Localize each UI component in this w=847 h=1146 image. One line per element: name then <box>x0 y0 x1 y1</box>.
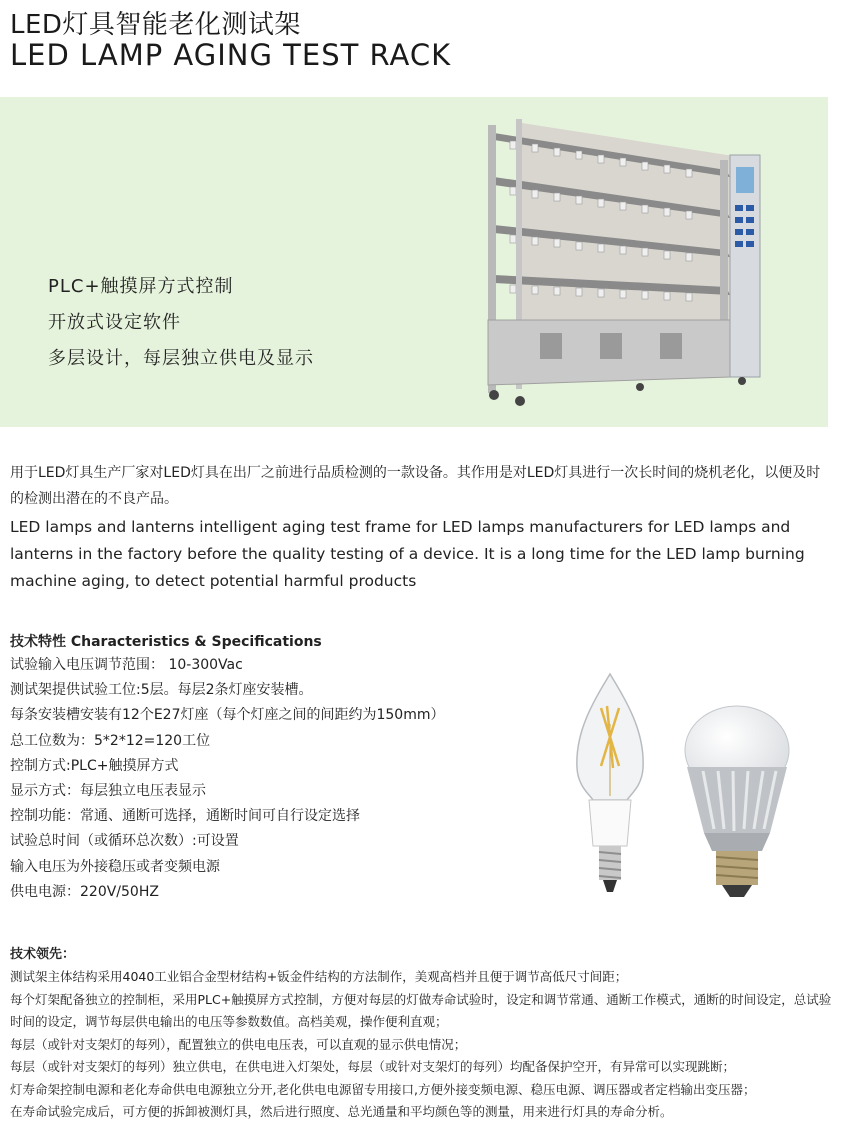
specs-section <box>10 631 444 905</box>
intro-section <box>10 460 825 595</box>
spec-item: 测试架提供试验工位:5层。每层2条灯座安装槽。 <box>10 682 313 699</box>
advantages-section <box>10 944 840 1124</box>
page-title-en: LED LAMP AGING TEST RACK <box>10 38 452 72</box>
spec-item: 控制方式:PLC+触摸屏方式 <box>10 757 179 774</box>
advantages-heading: 技术领先： <box>10 947 76 962</box>
advantage-item: 灯寿命架控制电源和老化寿命供电电源独立分开,老化供电电源留专用接口,方便外接变频电源、稳压电源、调压器或者定档输出变压器； <box>10 1081 756 1097</box>
advantage-item: 测试架主体结构采用4040工业铝合金型材结构+钣金件结构的方法制作，美观高档并且便于调节高低尺寸间距； <box>10 969 628 984</box>
hero-banner <box>0 97 828 427</box>
spec-item: 试验输入电压调节范围： 10-300Vac <box>10 657 243 673</box>
intro-cn: 用于LED灯具生产厂家对LED灯具在出厂之前进行品质检测的一款设备。其作用是对LED灯具进行一次长时间的烧机老化，以便及时的检测出潜在的不良产品。 <box>10 465 821 507</box>
spec-item: 显示方式：每层独立电压表显示 <box>10 782 206 799</box>
led-bulb-image <box>678 705 796 900</box>
advantage-item: 每层（或针对支架灯的每列）独立供电，在供电进入灯架处，每层（或针对支架灯的每列）均配备保护空开，有异常可以实现跳断； <box>10 1059 736 1074</box>
page-title-cn: LED灯具智能老化测试架 <box>10 10 301 40</box>
spec-item: 总工位数为：5*2*12=120工位 <box>10 732 211 749</box>
advantage-item: 每个灯架配备独立的控制柜，采用PLC+触摸屏方式控制，方便对每层的灯做寿命试验时，设定和调节常通、通断工作模式，通断的时间设定，总试验时间的设定，调节每层供电输出的电压等参数数值。高档美观，操作便利直观； <box>10 991 832 1029</box>
spec-item: 控制功能：常通、通断可选择，通断时间可自行设定选择 <box>10 808 360 825</box>
advantage-item: 在寿命试验完成后，可方便的拆卸被测灯具，然后进行照度、总光通量和平均颜色等的测量，用来进行灯具的寿命分析。 <box>10 1104 673 1119</box>
intro-en: LED lamps and lanterns intelligent aging test frame for LED lamps manufacturers for LED lamps and lanterns in the factory before the quality testing of a device. It is a long time for the LED lamp burning machine aging, to detect potential harmful products <box>10 518 805 590</box>
spec-item: 供电电源：220V/50HZ <box>10 883 159 900</box>
feature-item: 开放式设定软件 <box>48 312 181 333</box>
feature-item: PLC+触摸屏方式控制 <box>48 276 234 297</box>
feature-item: 多层设计，每层独立供电及显示 <box>48 348 314 369</box>
spec-item: 输入电压为外接稳压或者变频电源 <box>10 858 220 875</box>
advantage-item: 每层（或针对支架灯的每列），配置独立的供电电压表，可以直观的显示供电情况； <box>10 1036 467 1052</box>
spec-item: 每条安装槽安装有12个E27灯座（每个灯座之间的间距约为150mm） <box>10 707 445 724</box>
aging-rack-image <box>480 115 770 410</box>
spec-item: 试验总时间（或循环总次数）:可设置 <box>10 833 239 850</box>
feature-list <box>48 269 314 377</box>
candle-bulb-image <box>565 668 655 900</box>
specs-heading: 技术特性 Characteristics & Specifications <box>10 634 322 650</box>
